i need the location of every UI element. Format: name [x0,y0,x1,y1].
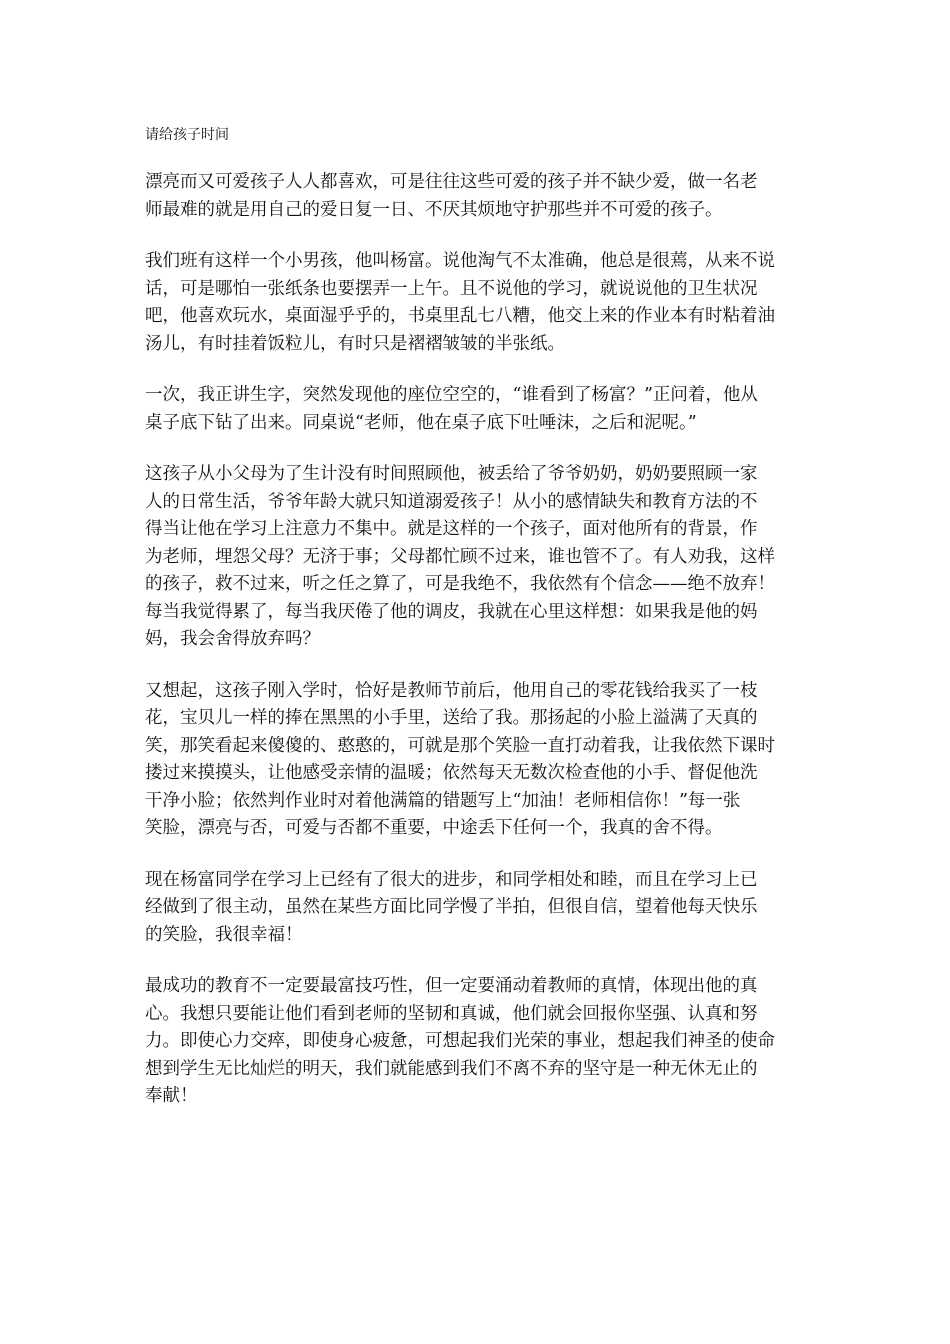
document-title: 请给孩子时间 [145,127,229,143]
paragraph-3: 一次，我正讲生字，突然发现他的座位空空的，“谁看到了杨富？”正问着，他从 桌子底下钻了出来。同桌说“老师，他在桌子底下吐唾沫，之后和泥呢。” [145,385,758,433]
paragraph-2: 我们班有这样一个小男孩，他叫杨富。说他淘气不太准确，他总是很蔫，从来不说 话，可是哪怕一张纸条也要摆弄一上午。且不说他的学习，就说说他的卫生状况 吧，他喜欢玩水，桌面湿乎乎的，书桌里乱七八糟，他交上来的作业本有时粘着油 汤儿，有时挂着饭粒儿，有时只是褶褶皱皱的半张纸。 [145,251,775,354]
paragraph-5: 又想起，这孩子刚入学时，恰好是教师节前后，他用自己的零花钱给我买了一枝 花，宝贝儿一样的捧在黑黑的小手里，送给了我。那扬起的小脸上溢满了天真的 笑，那笑看起来傻傻的、憨憨的，可就是那个笑脸一直打动着我，让我依然下课时 搂过来摸摸头，让他感受亲情的温暖；依然每天无数次检查他的小手、督促他洗 干净小脸；依然判作业时对着他满篇的错题写上“加油！老师相信你！”每一张 笑脸，漂亮与否，可爱与否都不重要，中途丢下任何一个，我真的舍不得。 [145,680,775,838]
paragraph-1: 漂亮而又可爱孩子人人都喜欢，可是往往这些可爱的孩子并不缺少爱，做一名老 师最难的就是用自己的爱日复一日、不厌其烦地守护那些并不可爱的孩子。 [145,172,758,220]
paragraph-7: 最成功的教育不一定要最富技巧性，但一定要涌动着教师的真情，体现出他的真 心。我想只要能让他们看到老师的坚韧和真诚，他们就会回报你坚强、认真和努 力。即使心力交瘁，即使身心疲惫，可想起我们光荣的事业，想起我们神圣的使命 想到学生无比灿烂的明天，我们就能感到我们不离不弃的坚守是一种无休无止的 奉献！ [145,976,775,1106]
document-body [145,124,810,1135]
paragraph-6: 现在杨富同学在学习上已经有了很大的进步，和同学相处和睦，而且在学习上已 经做到了很主动，虽然在某些方面比同学慢了半拍，但很自信，望着他每天快乐 的笑脸，我很幸福！ [145,869,758,945]
paragraph-4: 这孩子从小父母为了生计没有时间照顾他，被丢给了爷爷奶奶，奶奶要照顾一家 人的日常生活，爷爷年龄大就只知道溺爱孩子！从小的感情缺失和教育方法的不 得当让他在学习上注意力不集中。就是这样的一个孩子，面对他所有的背景，作 为老师，埋怨父母？无济于事；父母都忙顾不过来，谁也管不了。有人劝我，这样 的孩子，救不过来，听之任之算了，可是我绝不，我依然有个信念——绝不放弃！ 每当我觉得累了，每当我厌倦了他的调皮，我就在心里这样想：如果我是他的妈 妈，我会舍得放弃吗？ [145,464,775,649]
